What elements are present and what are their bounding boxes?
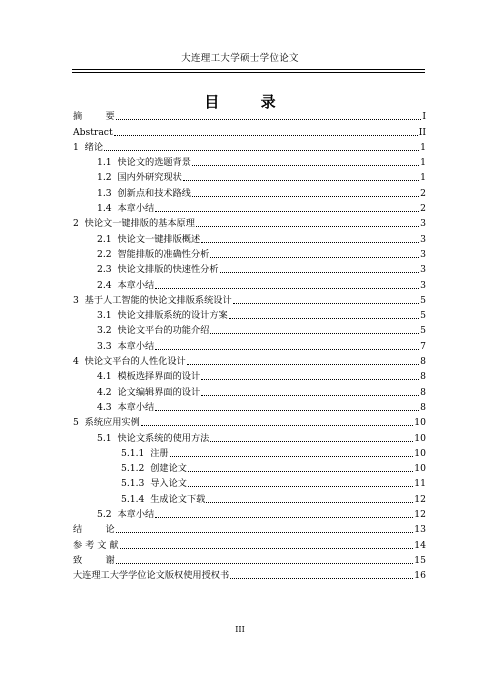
toc-entry-page: 8 [420, 386, 426, 398]
toc-entry-label: 2.1 快论文一键排版概述 [97, 233, 201, 245]
toc-entry[interactable] [73, 322, 426, 337]
toc-dot-leader [116, 119, 422, 120]
toc-dot-leader [229, 318, 419, 319]
toc-entry[interactable] [73, 154, 426, 169]
toc-dot-leader [183, 180, 419, 181]
toc-entry[interactable] [73, 383, 426, 398]
toc-entry-label: 5.1.1 注册 [121, 447, 169, 459]
toc-entry[interactable] [73, 399, 426, 414]
toc-entry-page: 3 [420, 264, 426, 276]
toc-entry-label: 4.3 本章小结 [97, 401, 155, 413]
toc-dot-leader [230, 578, 413, 579]
toc-entry-label: Abstract [73, 126, 113, 138]
toc-entry-page: 12 [414, 509, 426, 521]
toc-entry[interactable] [73, 215, 426, 230]
toc-dot-leader [155, 211, 419, 212]
toc-dot-leader [192, 196, 419, 197]
table-of-contents [73, 108, 426, 582]
toc-entry[interactable] [73, 292, 426, 307]
toc-entry-page: 2 [420, 187, 426, 199]
toc-entry-label: 4.1 模板选择界面的设计 [97, 371, 201, 383]
toc-entry[interactable] [73, 307, 426, 322]
toc-entry-page: 8 [420, 356, 426, 368]
toc-entry[interactable] [73, 460, 426, 475]
toc-dot-leader [196, 226, 419, 227]
toc-entry-page: 3 [420, 233, 426, 245]
toc-entry-label: 1.1 快论文的选题背景 [97, 157, 191, 169]
toc-entry[interactable] [73, 261, 426, 276]
toc-entry-page: 5 [420, 310, 426, 322]
toc-entry-page: 10 [414, 432, 426, 444]
toc-entry-label: 1.2 国内外研究现状 [97, 172, 182, 184]
toc-entry-page: 3 [420, 279, 426, 291]
toc-entry[interactable] [73, 521, 426, 536]
toc-entry[interactable] [73, 429, 426, 444]
toc-dot-leader [201, 242, 419, 243]
toc-dot-leader [120, 548, 414, 549]
toc-entry[interactable] [73, 108, 426, 123]
toc-dot-leader [114, 135, 418, 136]
toc-entry-label: 4 快论文平台的人性化设计 [73, 356, 186, 368]
page-number: III [235, 625, 245, 634]
toc-entry-label: 摘 要 [73, 111, 115, 123]
header-rule-thin [72, 72, 425, 73]
toc-dot-leader [233, 303, 419, 304]
toc-dot-leader [155, 410, 419, 411]
toc-dot-leader [116, 532, 414, 533]
toc-entry-page: 3 [420, 248, 426, 260]
toc-entry-label: 5.1.4 生成论文下载 [121, 493, 206, 505]
toc-entry-page: 12 [414, 493, 426, 505]
toc-entry-page: 16 [414, 570, 426, 582]
toc-entry[interactable] [73, 246, 426, 261]
toc-entry[interactable] [73, 184, 426, 199]
toc-entry-label: 3.1 快论文排版系统的设计方案 [97, 310, 228, 322]
toc-entry-page: 7 [420, 340, 426, 352]
toc-dot-leader [155, 517, 413, 518]
toc-entry-label: 2.4 本章小结 [97, 279, 155, 291]
toc-dot-leader [170, 456, 414, 457]
toc-dot-leader [220, 272, 420, 273]
toc-entry-page: 14 [414, 539, 426, 551]
toc-entry-page: 13 [414, 524, 426, 536]
toc-entry-label: 1 绪论 [73, 141, 104, 153]
toc-entry[interactable] [73, 276, 426, 291]
toc-entry-label: 3 基于人工智能的快论文排版系统设计 [73, 294, 232, 306]
toc-entry[interactable] [73, 200, 426, 215]
toc-dot-leader [188, 486, 413, 487]
toc-entry[interactable] [73, 506, 426, 521]
toc-dot-leader [155, 349, 419, 350]
toc-entry-label: 5.1 快论文系统的使用方法 [97, 432, 210, 444]
toc-entry-page: I [422, 111, 426, 123]
toc-entry-page: 5 [420, 294, 426, 306]
toc-entry-label: 致 谢 [73, 554, 115, 566]
toc-dot-leader [210, 441, 413, 442]
header-rule-thick [72, 69, 425, 70]
toc-entry[interactable] [73, 230, 426, 245]
toc-entry[interactable] [73, 139, 426, 154]
toc-entry-page: 10 [414, 417, 426, 429]
toc-entry-label: 参 考 文 献 [73, 539, 119, 551]
toc-entry-label: 结 论 [73, 524, 115, 536]
toc-entry[interactable] [73, 368, 426, 383]
toc-dot-leader [187, 364, 419, 365]
toc-dot-leader [210, 257, 419, 258]
toc-entry-label: 4.2 论文编辑界面的设计 [97, 386, 201, 398]
toc-entry-label: 2.3 快论文排版的快速性分析 [97, 264, 219, 276]
toc-entry-label: 3.3 本章小结 [97, 340, 155, 352]
toc-entry[interactable] [73, 414, 426, 429]
toc-entry-label: 5.1.3 导入论文 [121, 478, 187, 490]
toc-entry[interactable] [73, 169, 426, 184]
toc-entry-page: II [418, 126, 426, 138]
toc-entry-label: 5.1.2 创建论文 [121, 463, 187, 475]
toc-entry-label: 5 系统应用实例 [73, 417, 140, 429]
toc-dot-leader [141, 425, 413, 426]
toc-entry-label: 大连理工大学学位论文版权使用授权书 [73, 570, 230, 582]
toc-entry[interactable] [73, 475, 426, 490]
toc-entry-label: 2 快论文一键排版的基本原理 [73, 218, 195, 230]
toc-entry-label: 1.3 创新点和技术路线 [97, 187, 191, 199]
toc-entry-page: 3 [420, 218, 426, 230]
toc-entry-page: 2 [420, 203, 426, 215]
toc-entry-label: 5.2 本章小结 [97, 509, 155, 521]
toc-dot-leader [201, 395, 419, 396]
toc-dot-leader [192, 165, 419, 166]
toc-dot-leader [104, 150, 419, 151]
toc-entry-page: 8 [420, 371, 426, 383]
toc-entry[interactable] [73, 536, 426, 551]
toc-entry-page: 10 [414, 463, 426, 475]
toc-dot-leader [201, 379, 419, 380]
toc-dot-leader [206, 502, 413, 503]
toc-entry[interactable] [73, 353, 426, 368]
toc-entry-label: 3.2 快论文平台的功能介绍 [97, 325, 210, 337]
toc-entry-page: 8 [420, 401, 426, 413]
toc-entry-page: 5 [420, 325, 426, 337]
toc-entry-page: 1 [420, 157, 426, 169]
toc-entry[interactable] [73, 490, 426, 505]
running-header: 大连理工大学硕士学位论文 [181, 53, 299, 64]
toc-entry[interactable] [73, 445, 426, 460]
toc-entry-page: 1 [420, 172, 426, 184]
toc-entry[interactable] [73, 123, 426, 138]
toc-entry-page: 15 [414, 554, 426, 566]
toc-entry-page: 11 [414, 478, 426, 490]
toc-entry-label: 2.2 智能排版的准确性分析 [97, 248, 210, 260]
toc-entry-page: 10 [414, 447, 426, 459]
toc-entry[interactable] [73, 552, 426, 567]
toc-dot-leader [188, 471, 413, 472]
toc-entry[interactable] [73, 567, 426, 582]
toc-dot-leader [155, 288, 419, 289]
toc-entry-page: 1 [420, 141, 426, 153]
page-title: 目 录 [204, 93, 294, 111]
toc-dot-leader [116, 563, 414, 564]
toc-entry-label: 1.4 本章小结 [97, 203, 155, 215]
toc-dot-leader [210, 333, 419, 334]
toc-entry[interactable] [73, 337, 426, 352]
